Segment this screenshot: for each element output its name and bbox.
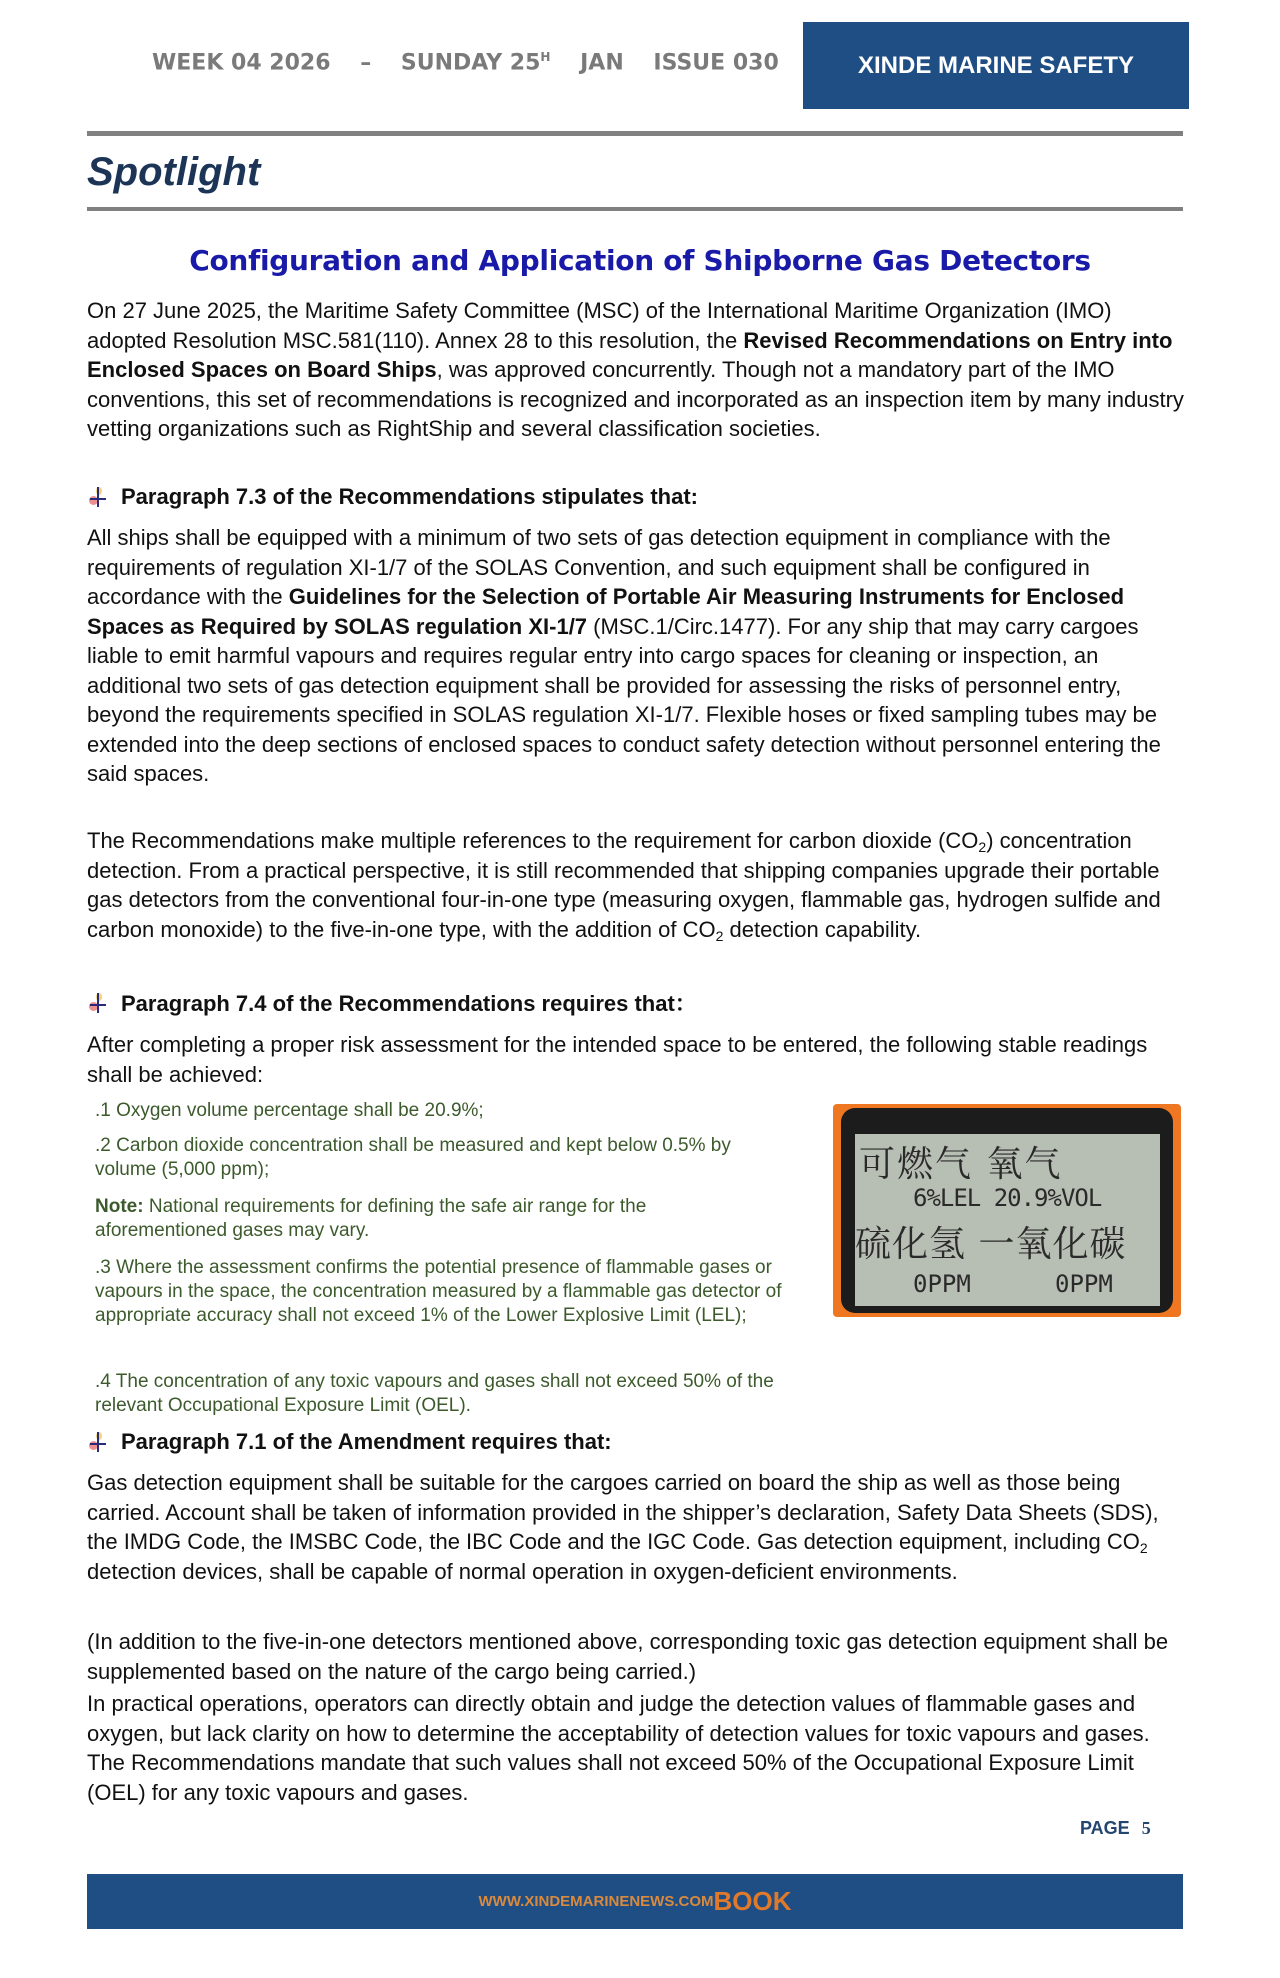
brand-name: XINDE MARINE SAFETY xyxy=(857,51,1135,79)
co2-paragraph xyxy=(87,826,1187,944)
issue-info xyxy=(152,50,779,75)
paragraph-7-1 xyxy=(87,1468,1187,1586)
issue-number: ISSUE 030 xyxy=(653,50,779,76)
p73-bold-guidelines: Guidelines for the Selection of Portable Air Measuring Instruments for Enclosed Spaces as Required by SOLAS regulation XI-1/7 xyxy=(87,584,1125,639)
lcd-row-labels-1: 可燃气 氧气 xyxy=(859,1144,1063,1185)
lcd-row-values-1: 6%LEL 20.9%VOL xyxy=(913,1184,1102,1212)
p73-text: All ships shall be equipped with a minimum of two sets of gas detection equipment in compliance with the requirements of regulation XI-1/7 of the SOLAS Convention, and such equipment shall be configured in accordance with the xyxy=(87,525,1111,609)
co2-subscript-2: 2 xyxy=(715,927,724,944)
gas-detector-photo xyxy=(833,1104,1181,1317)
paragraph-7-3 xyxy=(87,523,1187,789)
intro-paragraph xyxy=(87,296,1187,444)
lcd-co-value: 0PPM xyxy=(1055,1270,1113,1298)
header-divider xyxy=(87,131,1183,136)
requirement-note xyxy=(95,1195,775,1243)
section-divider xyxy=(87,207,1183,211)
footer-book-label: BOOK xyxy=(713,1886,792,1916)
intro-text-end: , was approved concurrently. Though not a mandatory part of the IMO conventions, this set of recommendations is recognized and incorporated as an inspection item by many industry vetting organizations such as RightShip and several classification societies. xyxy=(87,357,1184,441)
requirement-item: .1 Oxygen volume percentage shall be 20.9%; xyxy=(95,1100,484,1121)
detector-screen xyxy=(855,1134,1160,1306)
closing-paragraph: In practical operations, operators can directly obtain and judge the detection values of flammable gases and oxygen, but lack clarity on how to determine the acceptability of detection values for toxic vapours and gases. The Recommendations mandate that such values shall not exceed 50% of the Occupational Exposure Limit (OEL) for any toxic vapours and gases. xyxy=(87,1691,1150,1805)
p71-text-b: detection devices, shall be capable of normal operation in oxygen-deficient environments. xyxy=(87,1558,958,1584)
requirement-item: .4 The concentration of any toxic vapours and gases shall not exceed 50% of the relevant Occupational Exposure Limit (OEL). xyxy=(95,1371,774,1416)
footer-bar xyxy=(87,1874,1183,1929)
p71-subscript: 2 xyxy=(1139,1540,1148,1556)
section-title: Spotlight xyxy=(87,150,261,194)
subheading-7-1 xyxy=(87,1429,612,1455)
page-label: PAGE xyxy=(1080,1818,1130,1838)
p73-text-end: (MSC.1/Circ.1477). For any ship that may carry cargoes liable to emit harmful vapours and requires regular entry into cargo spaces for cleaning or inspection, an additional two sets of gas detection equipment shall be provided for assessing the risks of personnel entry, beyond the requirements specified in SOLAS regulation XI-1/7. Flexible hoses or fixed sampling tubes may be extended into the deep sections of enclosed spaces to conduct safety detection without personnel entering the said spaces. xyxy=(87,613,1161,786)
subheading-text: Paragraph 7.3 of the Recommendations stipulates that: xyxy=(121,484,699,509)
co2-text-c: detection capability. xyxy=(723,916,922,942)
intro-bold-title: Revised Recommendations on Entry into Enclosed Spaces on Board Ships xyxy=(87,327,1173,382)
note-text: National requirements for defining the safe air range for the aforementioned gases may vary. xyxy=(95,1196,647,1241)
issue-week: WEEK 04 2026 xyxy=(152,50,331,76)
co2-text-b: ) concentration detection. From a practical perspective, it is still recommended that shipping companies upgrade their portable gas detectors from the conventional four-in-one type (measuring oxygen, flammable gas, hydrogen sulfide and carbon monoxide) to the five-in-one type, with the addition of CO xyxy=(87,828,1161,942)
subheading-7-3 xyxy=(87,484,698,510)
detector-bezel xyxy=(841,1108,1173,1313)
lcd-row-labels-2: 硫化氢 一氧化碳 xyxy=(855,1224,1127,1265)
subheading-7-4 xyxy=(87,987,697,1018)
issue-day-suffix: H xyxy=(540,50,551,64)
arrow-down-bullet-icon xyxy=(87,991,109,1015)
issue-day: SUNDAY 25 xyxy=(400,50,541,76)
lcd-h2s-value: 0PPM xyxy=(913,1270,971,1298)
issue-dash: – xyxy=(360,50,372,76)
co2-text-a: The Recommendations make multiple references to the requirement for carbon dioxide (CO xyxy=(87,828,979,853)
page-number xyxy=(1080,1818,1151,1839)
brand-banner xyxy=(803,22,1189,109)
arrow-down-bullet-icon xyxy=(87,485,109,509)
issue-month: JAN xyxy=(580,50,624,76)
addition-paragraph: (In addition to the five-in-one detectors mentioned above, corresponding toxic gas detection equipment shall be supplemented based on the nature of the cargo being carried.) xyxy=(87,1629,1169,1684)
requirement-item: .2 Carbon dioxide concentration shall be measured and kept below 0.5% by volume (5,000 ppm); xyxy=(95,1135,731,1180)
article-title: Configuration and Application of Shipborne Gas Detectors xyxy=(189,244,1091,277)
arrow-down-bullet-icon xyxy=(87,1430,109,1454)
subheading-text: Paragraph 7.1 of the Amendment requires that: xyxy=(121,1429,612,1454)
subheading-text: Paragraph 7.4 of the Recommendations requires that： xyxy=(121,991,697,1016)
footer-website-link[interactable]: WWW.XINDEMARINENEWS.COM xyxy=(478,1893,714,1910)
paragraph-7-4-intro: After completing a proper risk assessment for the intended space to be entered, the following stable readings shall be achieved: xyxy=(87,1032,1148,1087)
co2-subscript: 2 xyxy=(978,839,987,855)
page-number-value: 5 xyxy=(1141,1818,1151,1838)
note-label: Note: xyxy=(95,1196,144,1217)
p71-text-a: Gas detection equipment shall be suitable for the cargoes carried on board the ship as well as those being carried. Account shall be taken of information provided in the shipper’s declaration, Safety Data Sheets (SDS), the IMDG Code, the IMSBC Code, the IBC Code and the IGC Code. Gas detection equipment, including CO xyxy=(87,1470,1159,1554)
requirement-item: .3 Where the assessment confirms the potential presence of flammable gases or vapours in the space, the concentration measured by a flammable gas detector of appropriate accuracy shall not exceed 1% of the Lower Explosive Limit (LEL); xyxy=(95,1257,782,1326)
intro-text: On 27 June 2025, the Maritime Safety Committee (MSC) of the International Maritime Organization (IMO) adopted Resolution MSC.581(110). Annex 28 to this resolution, the xyxy=(87,298,1112,353)
